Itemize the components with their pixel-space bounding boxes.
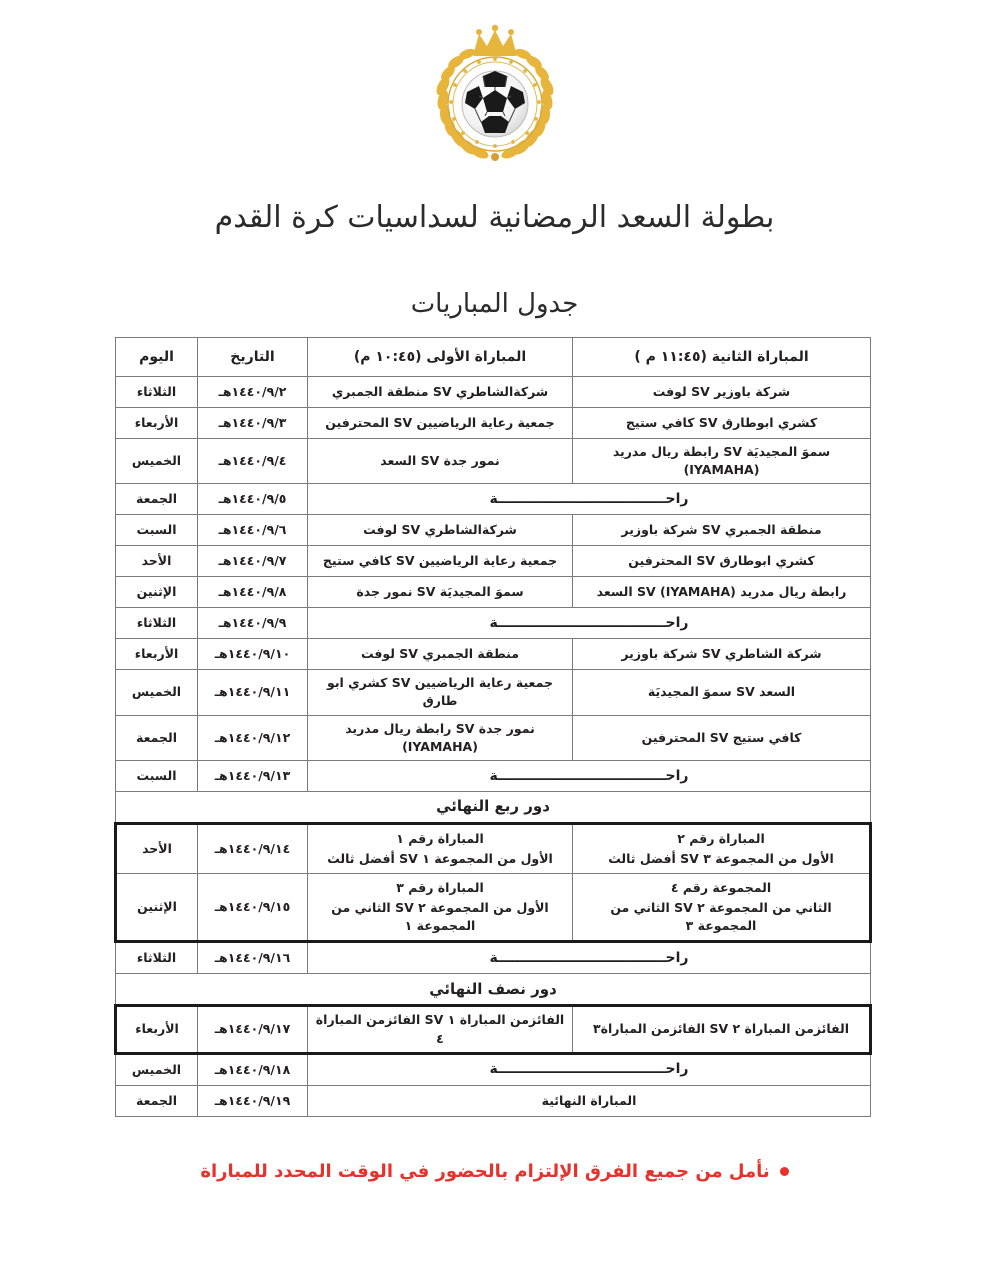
bullet-icon [780,1167,789,1176]
section-heading-row [116,974,871,1006]
table-header-row [116,338,871,377]
row-day: الخميس [116,1053,198,1085]
page-title: جدول المباريات [410,289,579,319]
logo-container [0,0,989,174]
row-day: الأحد [116,546,198,577]
schedule-table-container [117,337,872,1117]
attendance-note [0,1161,989,1182]
row-date: ١٤٤٠/٩/١٠هـ [198,639,308,670]
row-day: الثلاثاء [116,942,198,974]
quarterfinal-row [116,823,871,873]
rest-day-row [116,484,871,515]
row-day: الثلاثاء [116,377,198,408]
match2-cell: شركة الشاطري SV شركة باوزير [573,639,871,670]
rest-label: راحـــــــــــــــــــــــــــــــــــة [308,484,871,515]
match-schedule-table [114,337,872,1117]
final-match-label: المباراة النهائية [308,1085,871,1116]
match1-cell: شركةالشاطري SV لوفت [308,515,573,546]
match1-cell: الفائزمن المباراة ١ SV الفائزمن المباراة ٤ [308,1006,573,1053]
row-day: الأحد [116,823,198,873]
table-row [116,577,871,608]
row-day: السبت [116,515,198,546]
rest-label: راحـــــــــــــــــــــــــــــــــــة [308,1053,871,1085]
rest-day-row [116,608,871,639]
match2-cell: كشري ابوطارق SV كافي ستيج [573,408,871,439]
tournament-crest [419,24,571,174]
row-date: ١٤٤٠/٩/٤هـ [198,439,308,484]
section-heading-label: دور ربع النهائي [116,791,871,823]
row-day: الإثنين [116,874,198,942]
row-date: ١٤٤٠/٩/٢هـ [198,377,308,408]
column-header-date: التاريخ [198,338,308,377]
match1-cell: جمعية رعاية الرياضيين SV المحترفين [308,408,573,439]
match1-cell: نمور جدة SV رابطة ريال مدريد (IYAMAHA) [308,715,573,760]
rest-label: راحـــــــــــــــــــــــــــــــــــة [308,942,871,974]
row-date: ١٤٤٠/٩/١٦هـ [198,942,308,974]
match2-cell: السعد SV سموَ المجيديَة [573,670,871,715]
match2-cell: كشري ابوطارق SV المحترفين [573,546,871,577]
column-header-match1: المباراة الأولى (١٠:٤٥ م) [308,338,573,377]
match1-cell: نمور جدة SV السعد [308,439,573,484]
row-date: ١٤٤٠/٩/١٤هـ [198,823,308,873]
row-date: ١٤٤٠/٩/٧هـ [198,546,308,577]
match2-cell: سموَ المجيديَة SV رابطة ريال مدريد (IYAMAHA) [573,439,871,484]
soccer-ball-icon [462,71,528,137]
row-day: الخميس [116,439,198,484]
row-date: ١٤٤٠/٩/٦هـ [198,515,308,546]
row-date: ١٤٤٠/٩/٣هـ [198,408,308,439]
match1-cell: المباراة رقم ٣ الأول من المجموعة ٢ SV الثاني من المجموعة ١ [308,874,573,942]
match2-cell: الفائزمن المباراة ٢ SV الفائزمن المباراة٣ [573,1006,871,1053]
column-header-match2: المباراة الثانية (١١:٤٥ م ) [573,338,871,377]
row-date: ١٤٤٠/٩/٥هـ [198,484,308,515]
match2-cell: رابطة ريال مدريد (IYAMAHA) SV السعد [573,577,871,608]
row-date: ١٤٤٠/٩/٩هـ [198,608,308,639]
row-date: ١٤٤٠/٩/١٩هـ [198,1085,308,1116]
attendance-note-text: نأمل من جميع الفرق الإلتزام بالحضور في الوقت المحدد للمباراة [200,1160,770,1182]
row-day: الأربعاء [116,1006,198,1053]
rest-day-row [116,1053,871,1085]
match2-cell: منطقة الجمبري SV شركة باوزير [573,515,871,546]
table-row [116,408,871,439]
table-body [116,377,871,1117]
row-date: ١٤٤٠/٩/١٥هـ [198,874,308,942]
row-day: الخميس [116,670,198,715]
final-match-row [116,1085,871,1116]
table-row [116,715,871,760]
row-day: الأربعاء [116,408,198,439]
row-date: ١٤٤٠/٩/١٧هـ [198,1006,308,1053]
table-row [116,546,871,577]
table-row [116,377,871,408]
row-day: الإثنين [116,577,198,608]
section-heading-row [116,791,871,823]
row-day: السبت [116,760,198,791]
rest-day-row [116,942,871,974]
rest-day-row [116,760,871,791]
semifinal-row [116,1006,871,1053]
table-header [116,338,871,377]
match1-cell: جمعية رعاية الرياضيين SV كشري ابو طارق [308,670,573,715]
row-date: ١٤٤٠/٩/١٣هـ [198,760,308,791]
rest-label: راحـــــــــــــــــــــــــــــــــــة [308,608,871,639]
match2-cell: المباراة رقم ٢ الأول من المجموعة ٣ SV أفضل ثالث [573,823,871,873]
table-row [116,439,871,484]
column-header-day: اليوم [116,338,198,377]
row-day: الجمعة [116,715,198,760]
quarterfinal-row [116,874,871,942]
row-day: الأربعاء [116,639,198,670]
section-heading-label: دور نصف النهائي [116,974,871,1006]
rest-label: راحـــــــــــــــــــــــــــــــــــة [308,760,871,791]
match2-cell: شركة باوزير SV لوفت [573,377,871,408]
row-day: الجمعة [116,1085,198,1116]
match2-cell: كافي ستيج SV المحترفين [573,715,871,760]
match1-cell: سموَ المجيديَة SV نمور جدة [308,577,573,608]
table-row [116,670,871,715]
row-date: ١٤٤٠/٩/١٢هـ [198,715,308,760]
match1-cell: منطقة الجمبري SV لوفت [308,639,573,670]
crown-icon [473,25,517,56]
row-day: الثلاثاء [116,608,198,639]
match1-cell: شركةالشاطري SV منطقة الجمبري [308,377,573,408]
row-date: ١٤٤٠/٩/٨هـ [198,577,308,608]
row-day: الجمعة [116,484,198,515]
match2-cell: المجموعة رقم ٤ الثاني من المجموعة ٢ SV الثاني من المجموعة ٣ [573,874,871,942]
match1-cell: المباراة رقم ١ الأول من المجموعة ١ SV أفضل ثالث [308,823,573,873]
tournament-title: بطولة السعد الرمضانية لسداسيات كرة القدم [214,200,775,235]
match1-cell: جمعية رعاية الرياضيين SV كافي ستيج [308,546,573,577]
row-date: ١٤٤٠/٩/١١هـ [198,670,308,715]
row-date: ١٤٤٠/٩/١٨هـ [198,1053,308,1085]
table-row [116,515,871,546]
table-row [116,639,871,670]
